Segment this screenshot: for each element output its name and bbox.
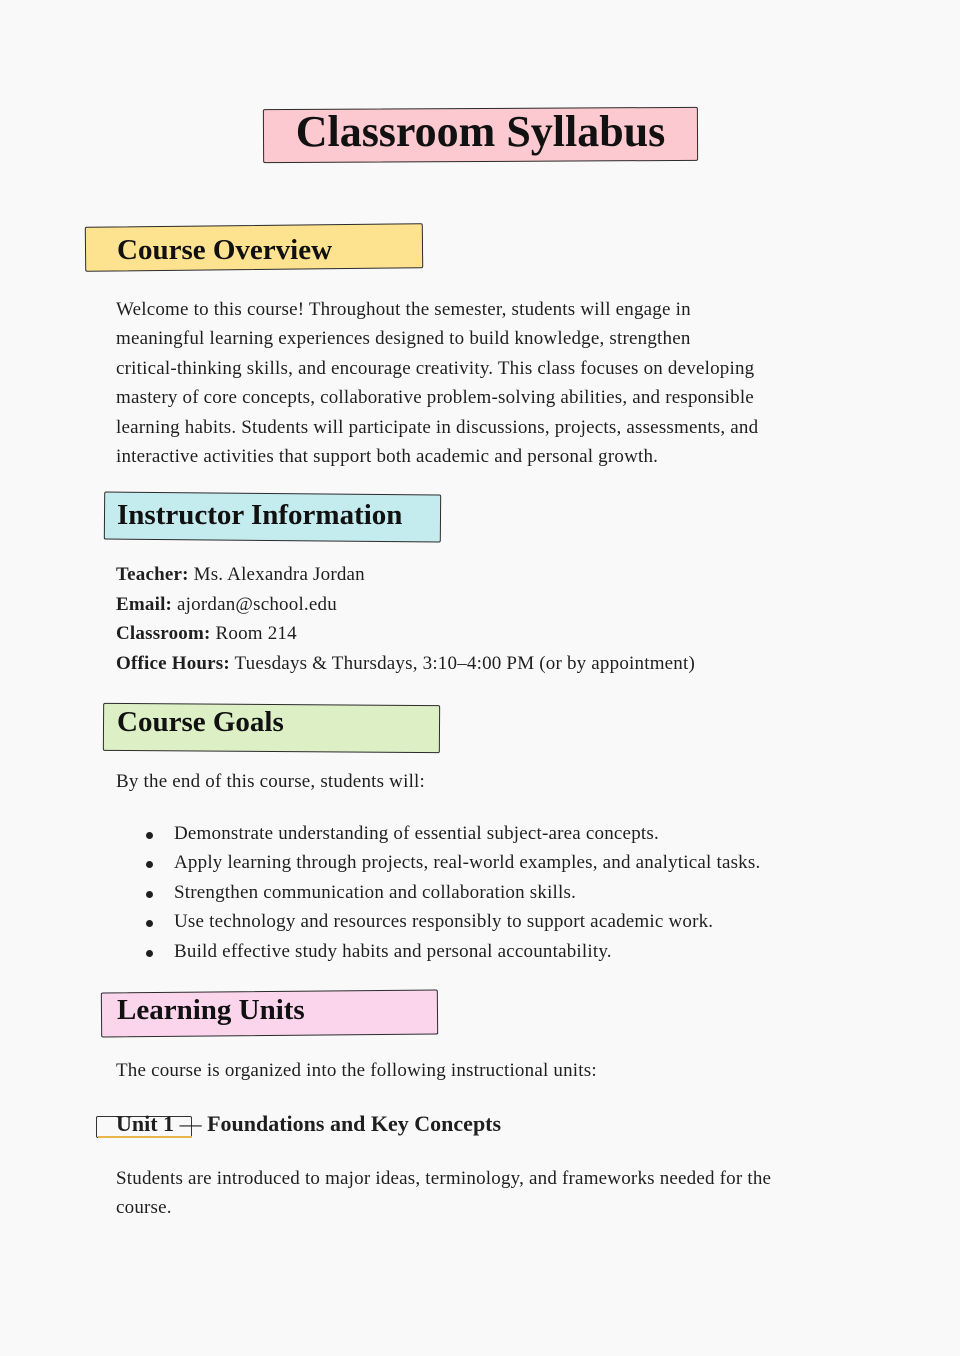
email-value[interactable]: ajordan@school.edu xyxy=(172,593,337,615)
unit1-description xyxy=(116,1164,846,1223)
classroom-value: Room 214 xyxy=(210,623,297,645)
office-hours-row xyxy=(116,649,695,679)
teacher-label: Teacher: xyxy=(116,564,189,585)
office-hours-label: Office Hours: xyxy=(116,652,230,674)
list-item: Build effective study habits and personal accountability. xyxy=(116,937,760,966)
email-label: Email: xyxy=(116,593,173,615)
instructor-details xyxy=(116,560,695,678)
overview-line: mastery of core concepts, collaborative problem-solving abilities, and responsible xyxy=(116,387,754,409)
unit1-description-line: Students are introduced to major ideas, terminology, and frameworks needed for the xyxy=(116,1168,772,1189)
unit1-heading xyxy=(116,1109,501,1139)
unit1-title: Foundations and Key Concepts xyxy=(207,1111,502,1136)
list-item: Strengthen communication and collaboration skills. xyxy=(116,878,760,907)
office-hours-value: Tuesdays & Thursdays, 3:10–4:00 PM (or by appointment) xyxy=(229,652,696,674)
goals-heading: Course Goals xyxy=(117,706,284,738)
instructor-heading: Instructor Information xyxy=(117,499,403,531)
teacher-row xyxy=(116,560,695,590)
unit1-separator: — xyxy=(174,1111,208,1136)
overview-line: meaningful learning experiences designed to build knowledge, strengthen xyxy=(116,328,691,350)
list-item: Apply learning through projects, real-world examples, and analytical tasks. xyxy=(116,848,760,877)
overview-heading: Course Overview xyxy=(117,234,333,266)
overview-line: Welcome to this course! Throughout the semester, students will engage in xyxy=(116,299,691,320)
overview-line: interactive activities that support both academic and personal growth. xyxy=(116,446,659,468)
email-row xyxy=(116,590,695,620)
units-intro: The course is organized into the following instructional units: xyxy=(116,1060,597,1081)
unit1-description-line: course. xyxy=(116,1197,172,1219)
goals-intro: By the end of this course, students will: xyxy=(116,771,425,792)
goals-list xyxy=(116,819,760,966)
page-title: Classroom Syllabus xyxy=(295,107,666,156)
list-item: Demonstrate understanding of essential subject-area concepts. xyxy=(116,819,760,848)
overview-line: learning habits. Students will participate in discussions, projects, assessments, and xyxy=(116,416,759,438)
classroom-row xyxy=(116,619,695,649)
overview-line: critical-thinking skills, and encourage creativity. This class focuses on developing xyxy=(116,357,755,379)
units-heading: Learning Units xyxy=(117,994,305,1026)
teacher-value: Ms. Alexandra Jordan xyxy=(188,564,365,585)
classroom-label: Classroom: xyxy=(116,623,211,645)
overview-paragraph xyxy=(116,295,846,471)
unit1-label: Unit 1 xyxy=(116,1111,175,1136)
list-item: Use technology and resources responsibly to support academic work. xyxy=(116,907,760,936)
